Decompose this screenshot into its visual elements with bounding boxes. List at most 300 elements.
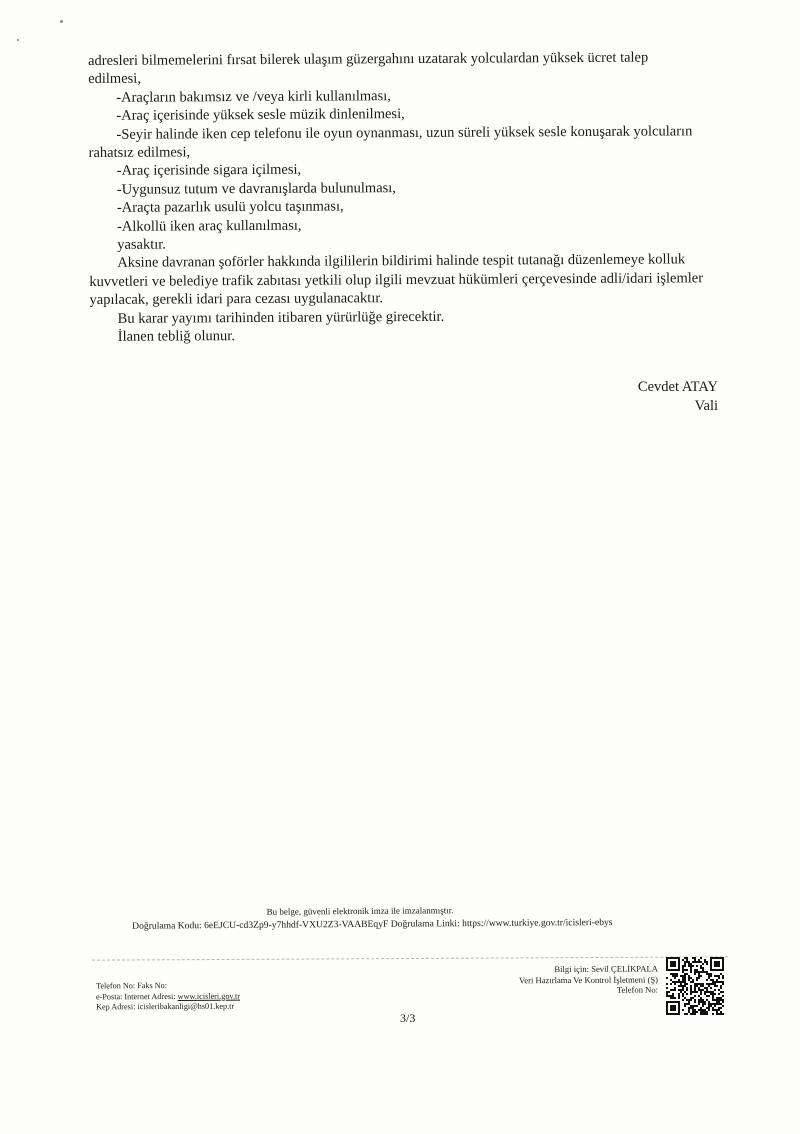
footer-email-line: [96, 991, 240, 1002]
qr-module: [682, 999, 684, 1001]
qr-module: [688, 1003, 690, 1005]
qr-module: [710, 1005, 712, 1007]
qr-module: [698, 999, 700, 1001]
qr-module: [706, 1011, 708, 1013]
qr-module: [698, 987, 700, 989]
qr-module: [686, 959, 688, 961]
qr-module: [698, 1009, 700, 1011]
qr-module: [682, 981, 684, 983]
qr-module: [688, 999, 690, 1001]
qr-module: [690, 985, 692, 987]
qr-module: [696, 969, 698, 971]
qr-module: [692, 961, 694, 963]
qr-module: [716, 981, 718, 983]
qr-module: [700, 997, 702, 999]
qr-module: [710, 979, 712, 981]
qr-module: [684, 977, 686, 979]
qr-module: [672, 993, 674, 995]
qr-module: [706, 1013, 708, 1015]
verification-code-label: Doğrulama Kodu:: [132, 920, 202, 932]
qr-module: [702, 969, 704, 971]
qr-module: [690, 999, 692, 1001]
qr-module: [704, 959, 706, 961]
qr-module: [712, 997, 714, 999]
prohibition-item: -Araç içerisinde sigara içilmesi,: [116, 162, 302, 180]
qr-module: [666, 995, 668, 997]
qr-module: [696, 977, 698, 979]
qr-module: [704, 1001, 706, 1003]
body-line: rahatsız edilmesi,: [88, 144, 191, 162]
qr-module: [718, 1009, 720, 1011]
qr-module: [696, 983, 698, 985]
qr-module: [712, 1013, 714, 1015]
qr-module: [706, 999, 708, 1001]
qr-module: [722, 999, 724, 1001]
qr-module: [712, 993, 714, 995]
qr-module: [678, 997, 680, 999]
qr-module: [676, 981, 678, 983]
footer-phone: Telefon No: Faks No:: [95, 981, 168, 991]
body-line: kuvvetleri ve belediye trafik zabıtası yetkili olup ilgili mevzuat hükümleri çerçevesinde adli/idari işlemler: [89, 270, 704, 290]
qr-module: [694, 995, 696, 997]
qr-module: [720, 981, 722, 983]
qr-module: [690, 971, 692, 973]
qr-module: [668, 995, 670, 997]
qr-module: [708, 973, 710, 975]
qr-module: [684, 1003, 686, 1005]
qr-module: [686, 961, 688, 963]
qr-module: [698, 983, 700, 985]
qr-module: [712, 999, 714, 1001]
qr-module: [688, 1007, 690, 1009]
qr-module: [688, 1009, 690, 1011]
body-line: İlanen tebliğ olunur.: [117, 328, 235, 345]
qr-module: [682, 971, 684, 973]
scan-speck: [60, 20, 63, 23]
qr-module: [674, 989, 676, 991]
qr-module: [702, 1003, 704, 1005]
qr-module: [716, 997, 718, 999]
qr-module: [700, 957, 702, 959]
qr-module: [666, 983, 668, 985]
qr-module: [708, 1003, 710, 1005]
qr-module: [688, 977, 690, 979]
qr-module: [666, 991, 668, 993]
qr-module: [690, 1005, 692, 1007]
footer-email-label: e-Posta: Internet Adresi:: [95, 991, 176, 1001]
qr-module: [694, 961, 696, 963]
qr-module: [688, 963, 690, 965]
qr-module: [682, 959, 684, 961]
qr-module: [694, 1009, 696, 1011]
qr-module: [718, 1007, 720, 1009]
qr-module: [674, 977, 676, 979]
qr-module: [706, 963, 708, 965]
qr-module: [714, 1005, 716, 1007]
verification-code: 6eEJCU-cd3Zp9-y7hhdf-VXU2Z3-VAABEqyF: [204, 918, 389, 932]
qr-module: [720, 1007, 722, 1009]
prohibition-item: -Araçta pazarlık usulü yolcu taşınması,: [116, 198, 344, 217]
qr-module: [708, 983, 710, 985]
body-line: edilmesi,: [88, 71, 141, 88]
qr-module: [686, 983, 688, 985]
qr-module: [700, 1009, 702, 1011]
qr-module: [712, 981, 714, 983]
qr-module: [698, 989, 700, 991]
qr-module: [706, 991, 708, 993]
qr-module: [672, 989, 674, 991]
qr-module: [682, 993, 684, 995]
qr-module: [706, 987, 708, 989]
qr-module: [688, 965, 690, 967]
e-signature-block: [100, 901, 720, 934]
qr-module: [694, 1001, 696, 1003]
qr-module: [686, 1013, 688, 1015]
qr-module: [702, 1001, 704, 1003]
qr-module: [688, 975, 690, 977]
qr-module: [722, 995, 724, 997]
qr-module: [684, 957, 686, 959]
qr-module: [674, 983, 676, 985]
qr-module: [696, 985, 698, 987]
qr-module: [670, 995, 672, 997]
qr-module: [722, 983, 724, 985]
letter-body: [88, 48, 710, 346]
qr-module: [682, 977, 684, 979]
qr-module: [716, 1003, 718, 1005]
qr-module: [674, 973, 676, 975]
qr-module: [678, 995, 680, 997]
qr-module: [704, 991, 706, 993]
qr-module: [696, 979, 698, 981]
qr-module: [678, 989, 680, 991]
qr-module: [712, 991, 714, 993]
qr-module: [684, 973, 686, 975]
qr-module: [710, 991, 712, 993]
qr-module: [702, 971, 704, 973]
qr-module: [700, 999, 702, 1001]
qr-module: [700, 975, 702, 977]
qr-module: [698, 977, 700, 979]
qr-module: [694, 973, 696, 975]
qr-module: [680, 985, 682, 987]
page-number: 3/3: [400, 1011, 416, 1025]
qr-module: [682, 965, 684, 967]
qr-module: [706, 1007, 708, 1009]
body-line: Aksine davranan şoförler hakkında ilgililerin bildirimi halinde tespit tutanağı düzenlemeye kolluk: [117, 251, 686, 272]
qr-module: [700, 1013, 702, 1015]
qr-module: [690, 967, 692, 969]
qr-module: [722, 975, 724, 977]
qr-module: [712, 995, 714, 997]
qr-module: [678, 985, 680, 987]
qr-code-icon: [666, 957, 724, 1015]
qr-module: [684, 991, 686, 993]
qr-module: [690, 1013, 692, 1015]
qr-module: [718, 977, 720, 979]
qr-module: [696, 961, 698, 963]
qr-module: [706, 973, 708, 975]
qr-module: [686, 1003, 688, 1005]
qr-module: [674, 987, 676, 989]
prohibition-item: -Uygunsuz tutum ve davranışlarda bulunulması,: [116, 179, 396, 198]
qr-module: [722, 1001, 724, 1003]
qr-module: [696, 971, 698, 973]
qr-module: [718, 997, 720, 999]
body-line: adresleri bilmemelerini fırsat bilerek ulaşım güzergahını uzatarak yolculardan yüksek ücret talep: [88, 49, 649, 69]
qr-module: [704, 987, 706, 989]
qr-module: [682, 995, 684, 997]
qr-module: [720, 991, 722, 993]
qr-module: [682, 989, 684, 991]
qr-module: [692, 979, 694, 981]
qr-module: [716, 1001, 718, 1003]
signature-block: [600, 378, 718, 415]
qr-module: [700, 967, 702, 969]
footer-info-role: Veri Hazırlama Ve Kontrol İşletmeni (Ş): [518, 974, 659, 985]
qr-module: [698, 1001, 700, 1003]
qr-module: [686, 969, 688, 971]
qr-module: [672, 975, 674, 977]
qr-module: [690, 989, 692, 991]
qr-module: [694, 1013, 696, 1015]
qr-module: [712, 1003, 714, 1005]
qr-module: [690, 993, 692, 995]
e-signature-note: Bu belge, güvenli elektronik imza ile imzalanmıştır.: [266, 905, 454, 917]
qr-module: [692, 1011, 694, 1013]
qr-module: [700, 985, 702, 987]
qr-module: [702, 963, 704, 965]
qr-module: [688, 1011, 690, 1013]
qr-module: [694, 1005, 696, 1007]
qr-module: [700, 965, 702, 967]
qr-module: [718, 999, 720, 1001]
qr-module: [694, 1011, 696, 1013]
qr-module: [684, 981, 686, 983]
qr-module: [720, 1003, 722, 1005]
qr-module: [708, 991, 710, 993]
qr-module: [706, 971, 708, 973]
qr-module: [702, 1011, 704, 1013]
qr-module: [670, 997, 672, 999]
qr-module: [694, 987, 696, 989]
qr-module: [680, 975, 682, 977]
qr-module: [714, 981, 716, 983]
qr-module: [684, 965, 686, 967]
qr-module: [718, 989, 720, 991]
qr-module: [716, 1013, 718, 1015]
qr-module: [700, 1007, 702, 1009]
qr-module: [676, 975, 678, 977]
qr-module: [694, 991, 696, 993]
qr-module: [712, 1007, 714, 1009]
qr-module: [684, 969, 686, 971]
qr-module: [702, 1013, 704, 1015]
qr-module: [682, 975, 684, 977]
footer-kep: Kep Adresi: icisleribakanligi@hs01.kep.tr: [96, 1001, 235, 1012]
qr-module: [700, 989, 702, 991]
qr-module: [716, 979, 718, 981]
qr-module: [714, 985, 716, 987]
qr-module: [682, 987, 684, 989]
qr-module: [692, 991, 694, 993]
qr-module: [670, 973, 672, 975]
qr-module: [710, 993, 712, 995]
qr-module: [678, 981, 680, 983]
qr-module: [716, 1011, 718, 1013]
qr-module: [718, 993, 720, 995]
qr-module: [688, 979, 690, 981]
qr-module: [690, 977, 692, 979]
qr-module: [704, 961, 706, 963]
footer-info-phone: Telefon No:: [616, 984, 659, 995]
qr-module: [672, 973, 674, 975]
qr-module: [672, 981, 674, 983]
body-line: Bu karar yayımı tarihinden itibaren yürürlüğe girecektir.: [117, 308, 445, 327]
qr-module: [700, 983, 702, 985]
qr-module: [720, 973, 722, 975]
qr-module: [700, 993, 702, 995]
qr-module: [692, 1007, 694, 1009]
qr-module: [688, 1001, 690, 1003]
qr-module: [690, 965, 692, 967]
qr-module: [694, 957, 696, 959]
qr-module: [684, 979, 686, 981]
qr-module: [684, 985, 686, 987]
qr-module: [708, 977, 710, 979]
qr-module: [718, 981, 720, 983]
qr-module: [692, 965, 694, 967]
qr-module: [714, 993, 716, 995]
qr-module: [722, 981, 724, 983]
scan-speck: [17, 39, 19, 41]
qr-module: [690, 997, 692, 999]
qr-module: [684, 997, 686, 999]
qr-module: [714, 975, 716, 977]
qr-module: [672, 995, 674, 997]
qr-module: [670, 979, 672, 981]
qr-module: [688, 961, 690, 963]
qr-module: [716, 1009, 718, 1011]
qr-module: [722, 991, 724, 993]
qr-module: [714, 999, 716, 1001]
qr-module: [712, 983, 714, 985]
qr-module: [696, 1005, 698, 1007]
qr-module: [700, 1011, 702, 1013]
qr-module: [702, 989, 704, 991]
qr-module: [704, 1009, 706, 1011]
qr-module: [718, 1003, 720, 1005]
qr-module: [702, 999, 704, 1001]
qr-module: [710, 1003, 712, 1005]
qr-module: [708, 1007, 710, 1009]
closing-word: yasaktır.: [117, 236, 166, 253]
qr-module: [690, 1007, 692, 1009]
qr-module: [690, 963, 692, 965]
qr-module: [686, 973, 688, 975]
signatory-name: Cevdet ATAY: [637, 379, 718, 395]
qr-module: [690, 987, 692, 989]
qr-module: [698, 1003, 700, 1005]
qr-module: [708, 1005, 710, 1007]
qr-module: [702, 1009, 704, 1011]
qr-module: [690, 969, 692, 971]
qr-module: [692, 981, 694, 983]
qr-module: [682, 985, 684, 987]
qr-module: [714, 989, 716, 991]
qr-module: [716, 999, 718, 1001]
body-line: yapılacak, gerekli idari para cezası uygulanacaktır.: [89, 290, 384, 309]
qr-module: [722, 1013, 724, 1015]
qr-module: [712, 1009, 714, 1011]
qr-module: [704, 1003, 706, 1005]
qr-module: [700, 971, 702, 973]
prohibition-item: -Alkollü iken araç kullanılması,: [117, 217, 302, 235]
qr-module: [698, 961, 700, 963]
qr-module: [716, 985, 718, 987]
qr-module: [686, 989, 688, 991]
qr-module: [696, 1011, 698, 1013]
qr-module: [710, 987, 712, 989]
qr-module: [720, 1013, 722, 1015]
qr-module: [706, 983, 708, 985]
qr-module: [690, 991, 692, 993]
qr-module: [710, 975, 712, 977]
qr-module: [700, 1001, 702, 1003]
qr-module: [708, 975, 710, 977]
qr-module: [702, 967, 704, 969]
qr-module: [718, 975, 720, 977]
qr-module: [714, 1003, 716, 1005]
qr-module: [704, 1011, 706, 1013]
qr-module: [676, 973, 678, 975]
qr-module: [698, 995, 700, 997]
qr-module: [692, 1013, 694, 1015]
qr-module: [672, 997, 674, 999]
qr-module: [686, 957, 688, 959]
verification-link[interactable]: https://www.turkiye.gov.tr/icisleri-ebys: [462, 916, 613, 930]
qr-module: [674, 997, 676, 999]
qr-module: [720, 999, 722, 1001]
qr-module: [696, 965, 698, 967]
qr-module: [720, 997, 722, 999]
qr-module: [678, 979, 680, 981]
qr-module: [684, 963, 686, 965]
qr-module: [698, 973, 700, 975]
qr-module: [682, 967, 684, 969]
qr-module: [684, 1005, 686, 1007]
qr-module: [702, 985, 704, 987]
qr-module: [698, 975, 700, 977]
qr-module: [704, 993, 706, 995]
qr-module: [698, 959, 700, 961]
qr-module: [710, 983, 712, 985]
qr-module: [686, 993, 688, 995]
footer-website-link[interactable]: www.icisleri.gov.tr: [177, 991, 241, 1001]
qr-module: [708, 1001, 710, 1003]
qr-module: [690, 981, 692, 983]
verification-link-label: Doğrulama Linki:: [390, 918, 460, 930]
qr-module: [666, 987, 668, 989]
qr-module: [708, 1009, 710, 1011]
qr-module: [694, 969, 696, 971]
qr-module: [714, 1009, 716, 1011]
qr-module: [704, 1013, 706, 1015]
qr-module: [678, 993, 680, 995]
qr-module: [706, 989, 708, 991]
qr-module: [684, 1013, 686, 1015]
qr-module: [700, 991, 702, 993]
